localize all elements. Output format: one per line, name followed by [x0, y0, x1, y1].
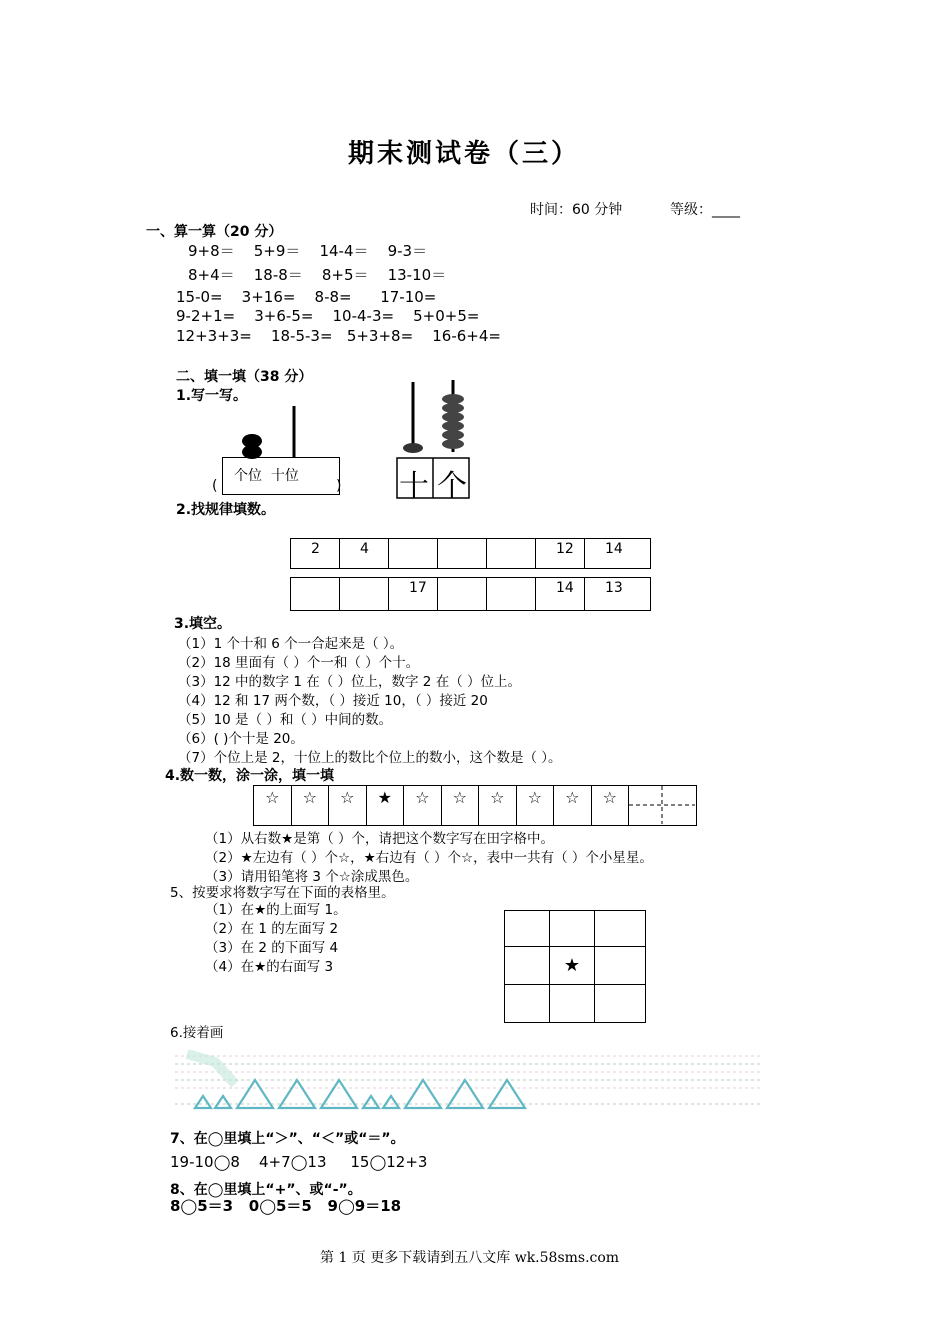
grid-cell[interactable] — [505, 985, 550, 1023]
q3-item: （1）1 个十和 6 个一合起来是（ ）。 — [178, 636, 404, 652]
grade-label: 等级：____ — [670, 202, 740, 218]
star-cell[interactable]: ☆ — [329, 786, 367, 826]
q3-label: 3.填空。 — [174, 616, 232, 632]
q3-item: （6）( )个十是 20。 — [178, 731, 304, 747]
tianzige-cell[interactable] — [629, 786, 697, 826]
calc-row-2: 8+4＝ 18-8＝ 8+5＝ 13-10＝ — [188, 266, 447, 284]
abacus-bead — [442, 394, 464, 404]
sequence-cell[interactable] — [438, 578, 487, 611]
calc-row-4: 9-2+1= 3+6-5= 10-4-3= 5+0+5= — [176, 307, 480, 325]
grid-cell[interactable] — [595, 947, 646, 985]
calc-row-3: 15-0= 3+16= 8-8= 17-10= — [176, 288, 437, 306]
abacus-bead — [442, 439, 464, 449]
abacus-bead — [442, 403, 464, 413]
star-cell[interactable]: ☆ — [254, 786, 292, 826]
star-cell[interactable]: ☆ — [554, 786, 592, 826]
q1-label: 1.写一写。 — [176, 388, 248, 404]
star-cell[interactable]: ☆ — [479, 786, 517, 826]
q4-item: （3）请用铅笔将 3 个☆涂成黑色。 — [205, 869, 419, 885]
page-footer: 第 1 页 更多下载请到五八文库 wk.58sms.com — [320, 1250, 620, 1266]
grid-cell[interactable] — [550, 911, 595, 947]
sequence-cell[interactable] — [487, 578, 536, 611]
star-cell[interactable]: ☆ — [291, 786, 329, 826]
sequence-cell[interactable] — [389, 539, 438, 569]
tens-label: 十 — [399, 469, 429, 504]
abacus-bead — [442, 412, 464, 422]
sequence-cell[interactable]: 4 — [340, 539, 389, 569]
sequence-cell[interactable]: 12 — [536, 539, 585, 569]
q3-item: （4）12 和 17 两个数，（ ）接近 10，（ ）接近 20 — [178, 693, 488, 709]
ones-label: 个 — [437, 469, 467, 504]
q7-label: 7、在◯里填上“＞”、“＜”或“＝”。 — [170, 1131, 405, 1147]
star-cell[interactable]: ☆ — [441, 786, 479, 826]
triangle-small — [195, 1096, 211, 1108]
grid-cell[interactable] — [505, 947, 550, 985]
q5-item: （3）在 2 的下面写 4 — [205, 940, 339, 956]
sequence-table-1 — [290, 538, 651, 569]
q5-item: （4）在★的右面写 3 — [205, 959, 334, 975]
star-cell[interactable]: ☆ — [516, 786, 554, 826]
number-grid — [504, 910, 646, 1023]
sequence-cell[interactable]: 14 — [536, 578, 585, 611]
page-title: 期末测试卷（三） — [348, 139, 581, 169]
answer-paren-right: ) — [336, 478, 342, 494]
q5-item: （2）在 1 的左面写 2 — [205, 921, 339, 937]
grid-cell[interactable] — [595, 985, 646, 1023]
answer-paren-left: ( — [212, 478, 218, 494]
sequence-table-2 — [290, 577, 651, 611]
calc-row-1: 9+8＝ 5+9＝ 14-4＝ 9-3＝ — [188, 242, 428, 260]
q6-label: 6.接着画 — [170, 1025, 224, 1041]
star-cell[interactable]: ☆ — [404, 786, 442, 826]
sequence-cell[interactable] — [487, 539, 536, 569]
sequence-cell[interactable]: 2 — [291, 539, 340, 569]
sequence-cell[interactable]: 14 — [585, 539, 651, 569]
grid-center-star: ★ — [550, 947, 595, 985]
q7-row: 19-10◯8 4+7◯13 15◯12+3 — [170, 1153, 428, 1171]
stars-table — [253, 785, 697, 826]
q8-label: 8、在◯里填上“+”、或“-”。 — [170, 1182, 362, 1198]
grid-cell[interactable] — [550, 985, 595, 1023]
q5-label: 5、按要求将数字写在下面的表格里。 — [170, 885, 395, 901]
sequence-cell[interactable] — [438, 539, 487, 569]
q3-item: （3）12 中的数字 1 在（ ）位上，数字 2 在（ ）位上。 — [178, 674, 521, 690]
q3-item: （5）10 是（ ）和（ ）中间的数。 — [178, 712, 393, 728]
sequence-cell[interactable]: 17 — [389, 578, 438, 611]
triangle-small — [215, 1096, 231, 1108]
q4-label: 4.数一数，涂一涂，填一填 — [165, 768, 335, 784]
triangle-small — [383, 1096, 399, 1108]
sequence-cell[interactable]: 13 — [585, 578, 651, 611]
abacus-bead — [442, 421, 464, 431]
sequence-cell[interactable] — [291, 578, 340, 611]
star-cell[interactable]: ★ — [366, 786, 404, 826]
abacus-bead — [403, 443, 423, 453]
sequence-cell[interactable] — [340, 578, 389, 611]
q3-item: （7）个位上是 2，十位上的数比个位上的数小，这个数是（ ）。 — [178, 750, 562, 766]
q5-item: （1）在★的上面写 1。 — [205, 902, 347, 918]
grid-cell[interactable] — [595, 911, 646, 947]
q3-item: （2）18 里面有（ ）个一和（ ）个十。 — [178, 655, 420, 671]
triangle-small — [363, 1096, 379, 1108]
grid-cell[interactable] — [505, 911, 550, 947]
abacus-bead — [442, 430, 464, 440]
q8-row: 8◯5＝3 0◯5＝5 9◯9＝18 — [170, 1197, 402, 1215]
section2-heading: 二、填一填（38 分） — [176, 369, 313, 385]
place-value-labels: 个位 十位 — [234, 468, 299, 484]
star-cell[interactable]: ☆ — [591, 786, 629, 826]
section1-heading: 一、算一算（20 分） — [146, 224, 283, 240]
calc-row-5: 12+3+3= 18-5-3= 5+3+8= 16-6+4= — [176, 327, 501, 345]
q4-item: （2）★左边有（ ）个☆，★右边有（ ）个☆，表中一共有（ ）个小星星。 — [205, 850, 653, 866]
q2-label: 2.找规律填数。 — [176, 502, 276, 518]
triangle-pattern — [175, 1050, 765, 1116]
time-label: 时间：60 分钟 — [530, 202, 623, 218]
q4-item: （1）从右数★是第（ ）个，请把这个数字写在田字格中。 — [205, 831, 554, 847]
